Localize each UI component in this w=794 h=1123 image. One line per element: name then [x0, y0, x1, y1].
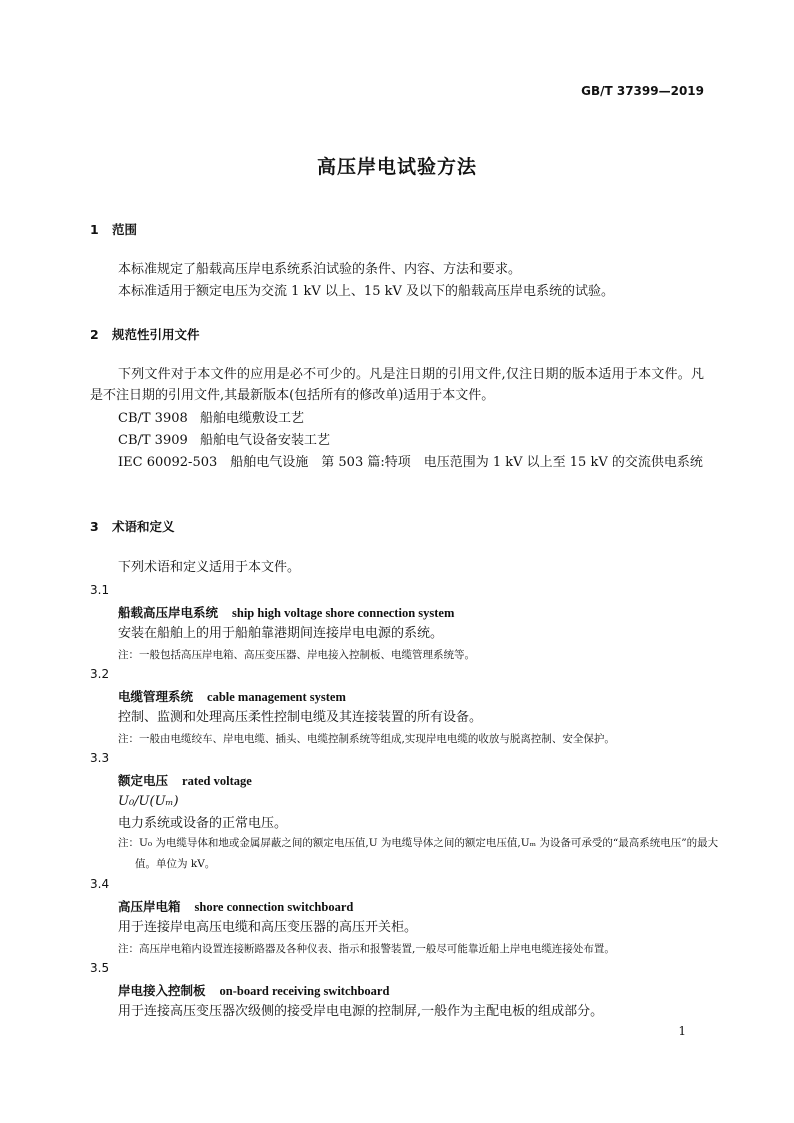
section-3-heading [90, 517, 175, 535]
section-1-heading [90, 220, 137, 238]
term-zh: 电缆管理系统 [118, 689, 194, 704]
clause-number: 3.2 [90, 667, 110, 681]
section-title: 规范性引用文件 [112, 327, 200, 342]
term-note: 注：一般包括高压岸电箱、高压变压器、岸电接入控制板、电缆管理系统等。 [118, 649, 475, 661]
page-number: 1 [678, 1024, 686, 1038]
reference-item-iec: IEC 60092-503 船舶电气设施 第 503 篇:特项 电压范围为 1 kV 以上至 15 kV 的交流供电系统 [118, 455, 703, 470]
term-definition: 用于连接岸电高压电缆和高压变压器的高压开关柜。 [118, 920, 418, 935]
term-en: ship high voltage shore connection system [232, 606, 455, 620]
term-en: shore connection switchboard [194, 900, 354, 914]
term-heading [118, 603, 454, 621]
term-zh: 岸电接入控制板 [118, 983, 206, 998]
term-en: on-board receiving switchboard [219, 984, 390, 998]
term-definition: 用于连接高压变压器次级侧的接受岸电电源的控制屏,一般作为主配电板的组成部分。 [118, 1004, 604, 1019]
term-zh: 额定电压 [118, 773, 169, 788]
term-note: 注：一般由电缆绞车、岸电电缆、插头、电缆控制系统等组成,实现岸电电缆的收放与脱离控制、安全保护。 [118, 733, 615, 745]
term-heading [118, 687, 346, 705]
clause-number: 3.4 [90, 877, 110, 891]
clause-number: 3.3 [90, 751, 110, 765]
term-definition: 电力系统或设备的正常电压。 [118, 816, 288, 831]
section-title: 术语和定义 [112, 519, 175, 534]
term-en: cable management system [207, 690, 346, 704]
standard-number: GB/T 37399—2019 [581, 84, 704, 98]
term-en: rated voltage [182, 774, 252, 788]
term-note: 注：U₀ 为电缆导体和地或金属屏蔽之间的额定电压值,U 为电缆导体之间的额定电压值,Uₘ 为设备可承受的“最高系统电压”的最大值。单位为 kV。 [118, 837, 719, 870]
term-heading [118, 897, 353, 915]
scope-paragraph-1: 本标准规定了船载高压岸电系统系泊试验的条件、内容、方法和要求。 [118, 262, 522, 277]
section-number: 3 [90, 519, 99, 534]
reference-title: 船舶电气设备安装工艺 [200, 433, 331, 448]
terms-intro-paragraph: 下列术语和定义适用于本文件。 [118, 560, 301, 575]
normative-intro-paragraph: 下列文件对于本文件的应用是必不可少的。凡是注日期的引用文件,仅注日期的版本适用于本文件。凡是不注日期的引用文件,其最新版本(包括所有的修改单)适用于本文件。 [90, 367, 704, 403]
term-zh: 船载高压岸电系统 [118, 605, 219, 620]
document-title: 高压岸电试验方法 [316, 156, 477, 178]
scope-paragraph-2: 本标准适用于额定电压为交流 1 kV 以上、15 kV 及以下的船载高压岸电系统的试验。 [118, 284, 615, 299]
term-note: 注：高压岸电箱内设置连接断路器及各种仪表、指示和报警装置,一般尽可能靠近船上岸电电缆连接处布置。 [118, 943, 615, 955]
reference-code: CB/T 3908 [118, 411, 188, 426]
term-heading [118, 981, 389, 999]
term-heading [118, 771, 252, 789]
term-definition: 控制、监测和处理高压柔性控制电缆及其连接装置的所有设备。 [118, 710, 483, 725]
reference-item [118, 430, 330, 451]
reference-title: 船舶电缆敷设工艺 [200, 411, 305, 426]
clause-number: 3.1 [90, 583, 110, 597]
reference-code: CB/T 3909 [118, 433, 188, 448]
clause-number: 3.5 [90, 961, 110, 975]
term-zh: 高压岸电箱 [118, 899, 181, 914]
section-number: 1 [90, 222, 99, 237]
term-symbol: U₀/U(Uₘ) [118, 794, 179, 809]
section-title: 范围 [112, 222, 138, 237]
section-2-heading [90, 325, 200, 343]
reference-item [118, 408, 304, 429]
section-number: 2 [90, 327, 99, 342]
term-definition: 安装在船舶上的用于船舶靠港期间连接岸电电源的系统。 [118, 626, 444, 641]
